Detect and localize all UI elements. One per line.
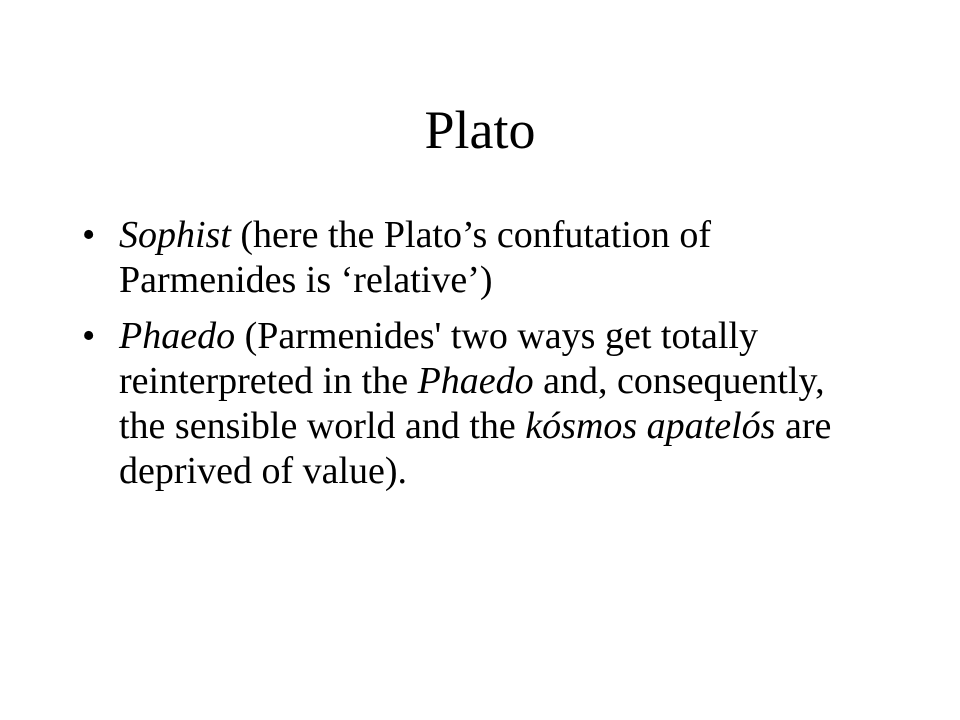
bullet-text: (here the Plato’s confutation of Parmenides is ‘relative’) xyxy=(119,214,712,301)
bullet-text: are deprived of value). xyxy=(119,405,832,492)
bullet-icon: • xyxy=(82,214,96,256)
bullet-item-sophist xyxy=(74,213,874,303)
bullet-item-phaedo xyxy=(74,314,874,494)
work-title-phaedo-inline: Phaedo xyxy=(417,360,534,402)
bullet-text: and, consequently, the sensible world and the xyxy=(119,360,825,447)
bullet-text: (Parmenides' two ways get totally reinterpreted in the xyxy=(119,315,758,402)
greek-term: kósmos apatelós xyxy=(525,405,776,447)
work-title-sophist: Sophist xyxy=(119,214,231,256)
bullet-icon: • xyxy=(82,315,96,357)
work-title-phaedo: Phaedo xyxy=(119,315,236,357)
slide-title: Plato xyxy=(424,100,536,160)
bullet-list xyxy=(74,213,874,505)
